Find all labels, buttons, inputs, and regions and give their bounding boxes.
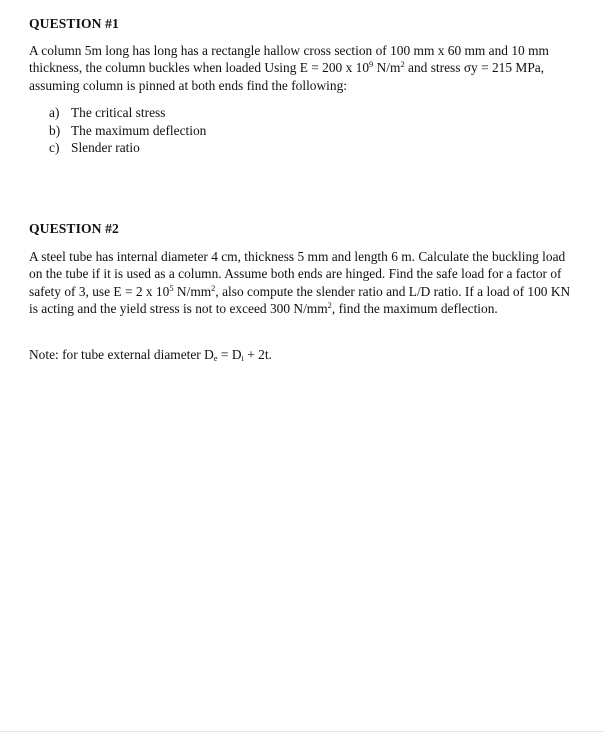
list-item-label: The critical stress	[71, 105, 166, 120]
list-marker: b)	[49, 122, 61, 138]
q2-text-part2: N/mm	[173, 283, 212, 299]
list-marker: c)	[49, 140, 60, 156]
list-item	[49, 104, 206, 122]
q1-text-part2: N/m	[373, 60, 401, 76]
list-item	[49, 139, 206, 157]
note-text	[29, 346, 581, 363]
list-item-label: The maximum deflection	[71, 122, 207, 138]
note-part1: Note: for tube external diameter D	[29, 347, 214, 362]
q1-exponent-1: 9	[369, 59, 374, 70]
question-1-title: QUESTION #1	[29, 16, 119, 31]
question-1-text	[29, 42, 581, 94]
note-part2: = D	[217, 347, 242, 362]
q2-exponent-2: 2	[211, 282, 216, 293]
list-item	[49, 122, 206, 140]
q1-text-part3: and stress σy = 215 MPa, assuming column is pinned at both ends find the following:	[29, 60, 545, 93]
question-2-text	[29, 248, 581, 318]
q1-text-part1: A column 5m long has long has a rectangle hallow cross section of 100 mm x 60 mm and 10 mm thickness, the column buckles when loaded Using E = 200 x 10	[29, 43, 549, 76]
note-subscript-e: e	[213, 353, 218, 363]
q2-text-part3: , also compute the slender ratio and L/D ratio. If a load of 100 KN is acting and the yield stress is not to exceed 300 N/mm	[29, 283, 571, 317]
question-1-list	[49, 104, 206, 157]
list-item-label: Slender ratio	[71, 140, 140, 156]
question-2-title: QUESTION #2	[29, 221, 119, 236]
q1-exponent-2: 2	[400, 59, 405, 70]
q2-text-part1: A steel tube has internal diameter 4 cm, thickness 5 mm and length 6 m. Calculate the buckling load on the tube if it is used as a column. Assume both ends are hinged. Find the safe load for a factor of safety of 3, use E = 2 x 10	[29, 249, 566, 299]
q2-exponent-1: 5	[169, 282, 174, 293]
note-subscript-i: i	[241, 353, 244, 363]
page-bottom-divider	[0, 731, 604, 732]
q2-exponent-3: 2	[327, 300, 332, 311]
q2-text-part4: , find the maximum deflection.	[331, 301, 498, 317]
list-marker: a)	[49, 105, 60, 120]
note-part3: + 2t.	[243, 347, 272, 362]
